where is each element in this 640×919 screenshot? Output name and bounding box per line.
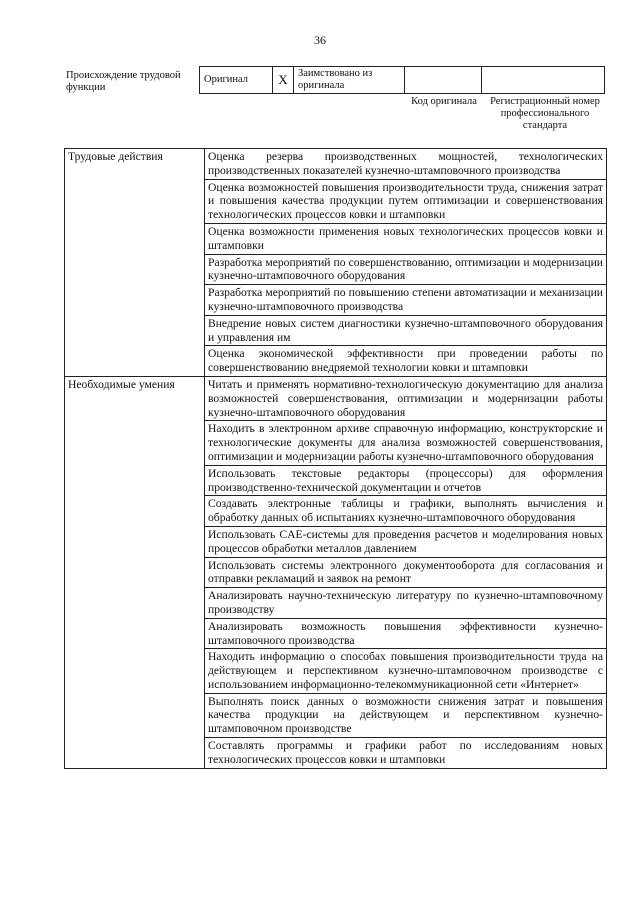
section-item: Находить информацию о способах повышения производительности труда на действующем и перспективном кузнечно-штамповочном производстве с использованием информационно-телекоммуникационной сети «Интернет» [205,649,607,693]
code-label: Код оригинала [411,96,477,107]
section-item: Составлять программы и графики работ по исследованиям новых технологических процессов ковки и штамповки [205,738,607,769]
table-row [65,149,607,180]
original-cell: Оригинал [200,67,273,94]
section-item: Создавать электронные таблицы и графики, выполнять вычисления и обработку данных об испытаниях кузнечно-штамповочного оборудования [205,496,607,527]
section-item: Оценка экономической эффективности при проведении работы по совершенствованию внедряемой технологии ковки и штамповки [205,346,607,377]
page-number: 36 [314,33,326,47]
section-item: Использовать текстовые редакторы (процессоры) для оформления производственно-технической документации и отчетов [205,465,607,496]
section-title: Необходимые умения [65,376,205,768]
reg-number-label: Регистрационный номер профессионального стандарта [490,96,600,131]
table-row [65,376,607,420]
section-item: Оценка возможности применения новых технологических процессов ковки и штамповки [205,223,607,254]
section-item: Оценка возможностей повышения производительности труда, снижения затрат и повышения качества продукции путем оптимизации и совершенствования технологических процессов ковки и штамповки [205,179,607,223]
section-item: Использовать CAE-системы для проведения расчетов и моделирования новых процессов обработки металлов давлением [205,526,607,557]
section-item: Разработка мероприятий по совершенствованию, оптимизации и модернизации кузнечно-штамповочного оборудования [205,254,607,285]
origin-table [199,66,605,94]
origin-label: Происхождение трудовой функции [66,70,181,93]
section-title: Трудовые действия [65,149,205,377]
reg-number-cell [482,67,605,94]
section-item: Разработка мероприятий по повышению степени автоматизации и механизации кузнечно-штамповочного производства [205,285,607,316]
section-item: Выполнять поиск данных о возможности снижения затрат и повышения качества продукции на действующем и перспективном кузнечно-штамповочном производстве [205,693,607,737]
section-item: Оценка резерва производственных мощностей, технологических производственных показателей кузнечно-штамповочного производства [205,149,607,180]
section-item: Анализировать научно-техническую литературу по кузнечно-штамповочному производству [205,588,607,619]
original-mark: X [273,67,294,94]
section-item: Читать и применять нормативно-технологическую документацию для анализа возможностей совершенствования, оптимизации и модернизации работы кузнечно-штамповочного оборудования [205,376,607,420]
section-item: Использовать системы электронного документооборота для согласования и отправки рекламаций и заявок на ремонт [205,557,607,588]
code-cell [405,67,482,94]
section-item: Находить в электронном архиве справочную информацию, конструкторские и технологические документы для анализа возможностей совершенствования, оптимизации и модернизации работы кузнечно-штамповочного оборудования [205,421,607,465]
section-item: Внедрение новых систем диагностики кузнечно-штамповочного оборудования и управления им [205,315,607,346]
functions-table [64,148,607,769]
borrowed-cell: Заимствовано из оригинала [294,67,405,94]
section-item: Анализировать возможность повышения эффективности кузнечно-штамповочного производства [205,618,607,649]
